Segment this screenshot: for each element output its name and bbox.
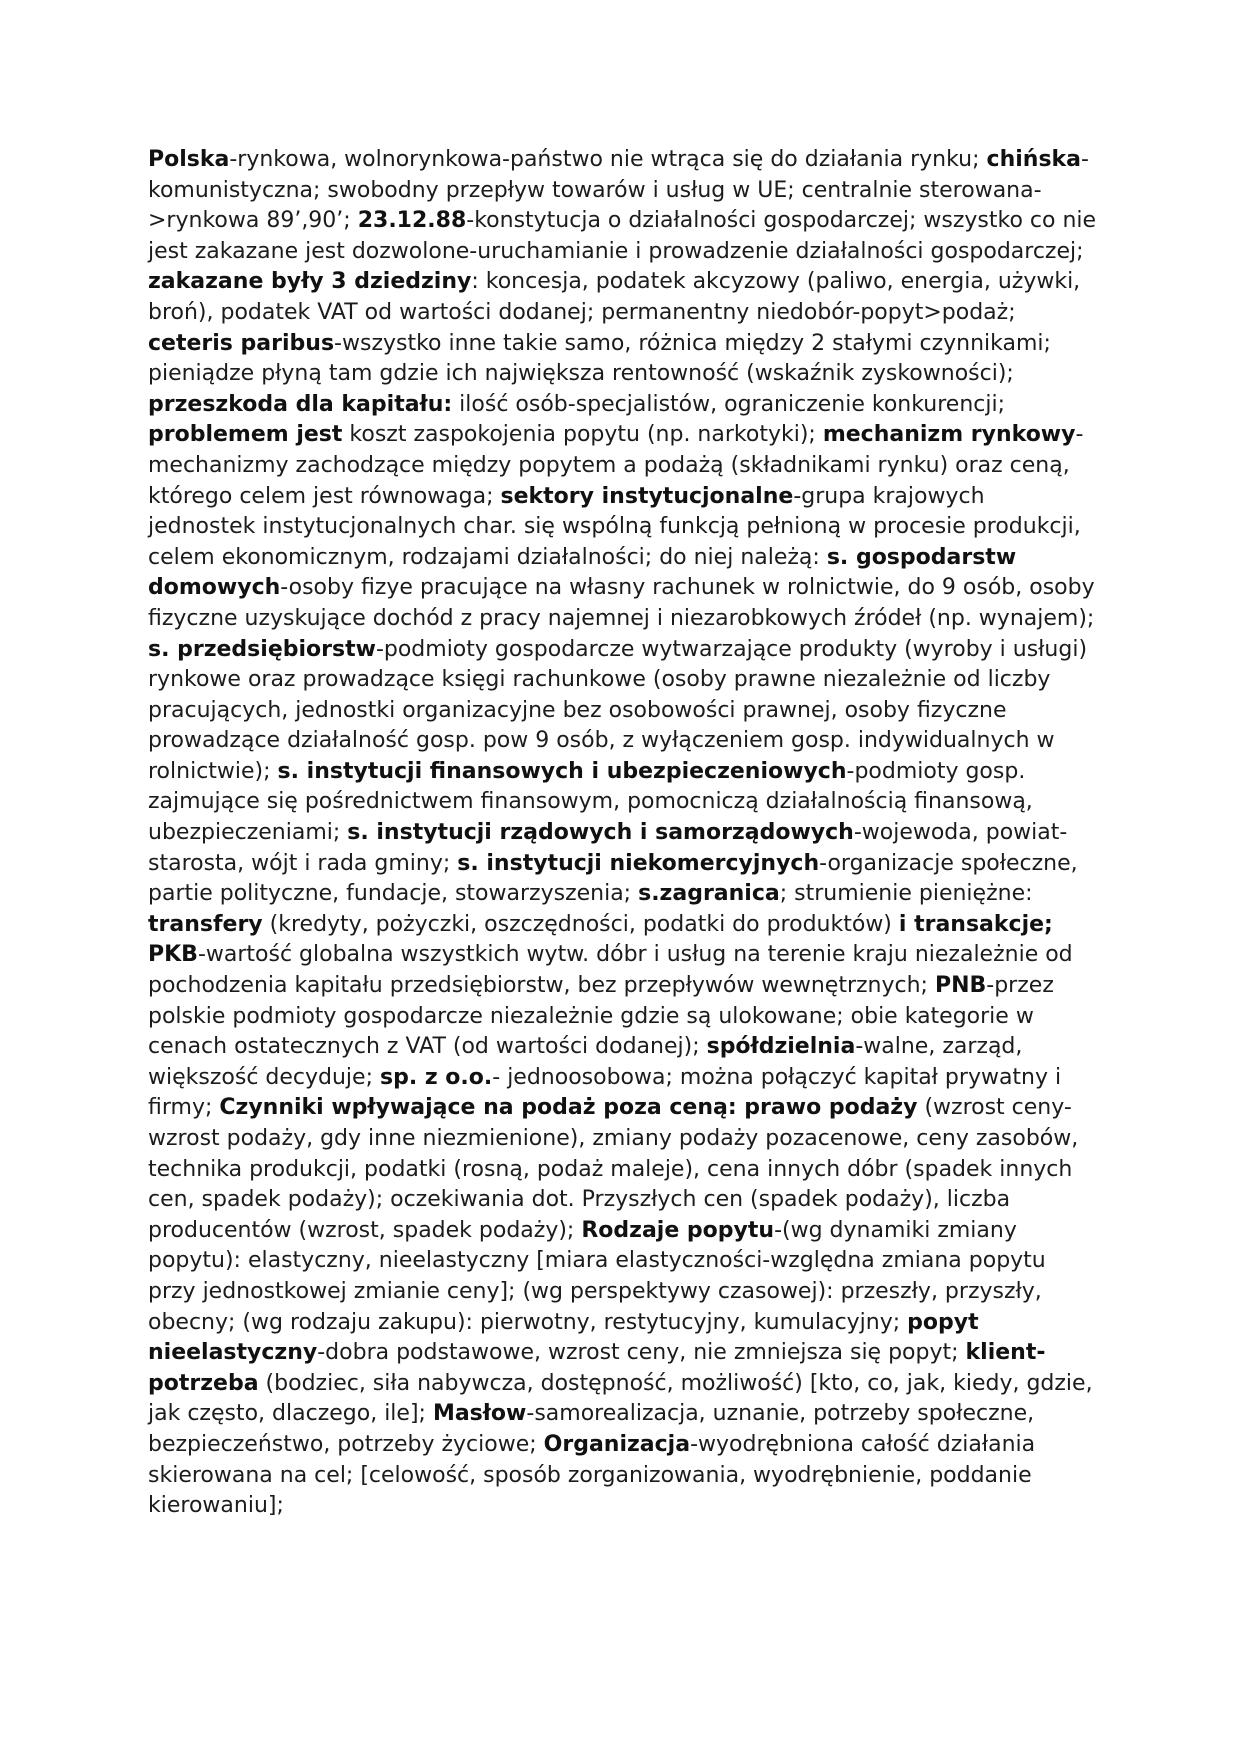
bold-term: s. instytucji rządowych i samorządowych bbox=[347, 820, 854, 846]
bold-term: popyt nieelastyczny bbox=[148, 1309, 979, 1366]
text-run: koszt zaspokojenia popytu (np. narkotyki); bbox=[342, 422, 823, 448]
text-run: - jednoosobowa; można połączyć kapitał prywatny i firmy; bbox=[148, 1064, 1062, 1121]
bold-term: zakazane były 3 dziedziny bbox=[148, 269, 472, 295]
bold-term: mechanizm rynkowy bbox=[822, 422, 1076, 448]
text-run: -wszystko inne takie samo, różnica między 2 stałymi czynnikami; pieniądze płyną tam gdzie ich największa rentowność (wskaźnik zyskowności); bbox=[148, 330, 1051, 387]
bold-term: PNB bbox=[934, 973, 987, 999]
bold-term: Organizacja bbox=[543, 1431, 691, 1457]
text-run: -(wg dynamiki zmiany popytu): elastyczny, nieelastyczny [miara elastyczności-względna zmiana popytu przy jednostkowej zmianie ceny]; (wg perspektywy czasowej): przeszły, przyszły, obecny; (wg rodzaju zakupu): pierwotny, restytucyjny, kumulacyjny; bbox=[148, 1217, 1046, 1335]
bold-term: przeszkoda dla kapitału: bbox=[148, 391, 453, 417]
text-run: -podmioty gosp. zajmujące się pośrednictwem finansowym, pomocniczą działalnością finansową, ubezpieczeniami; bbox=[148, 758, 1033, 846]
text-run: -mechanizmy zachodzące między popytem a podażą (składnikami rynku) oraz ceną, którego celem jest równowaga; bbox=[148, 422, 1084, 509]
text-run: -dobra podstawowe, wzrost ceny, nie zmniejsza się popyt; bbox=[317, 1340, 966, 1366]
bold-term: sektory instytucjonalne bbox=[500, 483, 794, 509]
text-run: -rynkowa, wolnorynkowa-państwo nie wtrąca się do działania rynku; bbox=[229, 147, 987, 172]
text-run: -osoby fizye pracujące na własny rachunek w rolnictwie, do 9 osób, osoby fizyczne uzyskujące dochód z pracy najemnej i niezarobkowych źródeł (np. wynajem); bbox=[148, 575, 1095, 631]
text-run: -organizacje społeczne, partie polityczne, fundacje, stowarzyszenia; bbox=[148, 850, 1078, 907]
bold-term: problemem jest bbox=[148, 422, 343, 448]
bold-term: s. gospodarstw domowych bbox=[148, 544, 1017, 601]
bold-term: ceteris paribus bbox=[148, 330, 335, 356]
text-run: (kredyty, pożyczki, oszczędności, podatki do produktów) bbox=[262, 911, 899, 937]
document-paragraph bbox=[148, 145, 1098, 1522]
bold-term: transfery bbox=[148, 911, 263, 937]
bold-term: Czynniki wpływające na podaż poza ceną: prawo podaży bbox=[219, 1095, 918, 1121]
text-run: -konstytucja o działalności gospodarczej; wszystko co nie jest zakazane jest dozwolone-uruchamianie i prowadzenie działalności gospodarczej; bbox=[148, 208, 1097, 264]
bold-term: Masłow bbox=[432, 1401, 527, 1427]
bold-term: s. przedsiębiorstw bbox=[148, 636, 376, 662]
bold-term: i transakcje; PKB bbox=[148, 911, 1053, 968]
bold-term: s. instytucji finansowych i ubezpieczeniowych bbox=[277, 758, 847, 784]
text-run: -wartość globalna wszystkich wytw. dóbr i usług na terenie kraju niezależnie od pochodzenia kapitału przedsiębiorstw, bez przepływów wewnętrznych; bbox=[148, 942, 1073, 999]
text-run: ; strumienie pieniężne: bbox=[779, 881, 1033, 907]
text-run: : koncesja, podatek akcyzowy (paliwo, energia, używki, broń), podatek VAT od wartości dodanej; permanentny niedobór-popyt>podaż; bbox=[148, 269, 1081, 325]
text-run: -podmioty gospodarcze wytwarzające produkty (wyroby i usługi) rynkowe oraz prowadzące księgi rachunkowe (osoby prawne niezależnie od liczby pracujących, jednostki organizacyjne bez osobowości prawnej, osoby fizyczne prowadzące działalność gosp. pow 9 osób, z wyłączeniem gosp. indywidualnych w rolnictwie); bbox=[148, 636, 1088, 784]
bold-term: chińska bbox=[986, 147, 1082, 172]
document-body bbox=[148, 145, 1098, 1522]
text-run: (wzrost ceny-wzrost podaży, gdy inne niezmienione), zmiany podaży pozacenowe, ceny zasobów, technika produkcji, podatki (rosną, podaż maleje), cena innych dóbr (spadek innych cen, spadek podaży); oczekiwania dot. Przyszłych cen (spadek podaży), liczba producentów (wzrost, spadek podaży); bbox=[148, 1095, 1079, 1243]
text-run: -grupa krajowych jednostek instytucjonalnych char. się wspólną funkcją pełnioną w procesie produkcji, celem ekonomicznym, rodzajami działalności; do niej należą: bbox=[148, 483, 1081, 570]
text-run: -wyodrębniona całość działania skierowana na cel; [celowość, sposób zorganizowania, wyodrębnienie, poddanie kierowaniu]; bbox=[148, 1431, 1036, 1519]
text-run: -walne, zarząd, większość decyduje; bbox=[148, 1034, 1023, 1090]
bold-term: 23.12.88 bbox=[357, 208, 467, 234]
text-run: -przez polskie podmioty gospodarcze niezależnie gdzie są ulokowane; obie kategorie w cenach ostatecznych z VAT (od wartości dodanej); bbox=[148, 973, 1054, 1060]
bold-term: Polska bbox=[148, 147, 230, 172]
bold-term: s.zagranica bbox=[638, 881, 780, 907]
text-run: (bodziec, siła nabywcza, dostępność, możliwość) [kto, co, jak, kiedy, gdzie, jak często, dlaczego, ile]; bbox=[148, 1370, 1093, 1427]
bold-term: Rodzaje popytu bbox=[581, 1217, 775, 1243]
bold-term: sp. z o.o. bbox=[379, 1064, 493, 1090]
text-run: -komunistyczna; swobodny przepływ towarów i usług w UE; centralnie sterowana->rynkowa 89’,90’; bbox=[148, 147, 1089, 234]
text-run: -samorealizacja, uznanie, potrzeby społeczne, bezpieczeństwo, potrzeby życiowe; bbox=[148, 1401, 1035, 1457]
bold-term: s. instytucji niekomercyjnych bbox=[457, 850, 820, 876]
bold-term: klient-potrzeba bbox=[148, 1340, 1046, 1396]
text-run: ilość osób-specjalistów, ograniczenie konkurencji; bbox=[452, 391, 1006, 417]
text-run: -wojewoda, powiat-starosta, wójt i rada gminy; bbox=[148, 820, 1068, 876]
bold-term: spółdzielnia bbox=[706, 1034, 856, 1060]
